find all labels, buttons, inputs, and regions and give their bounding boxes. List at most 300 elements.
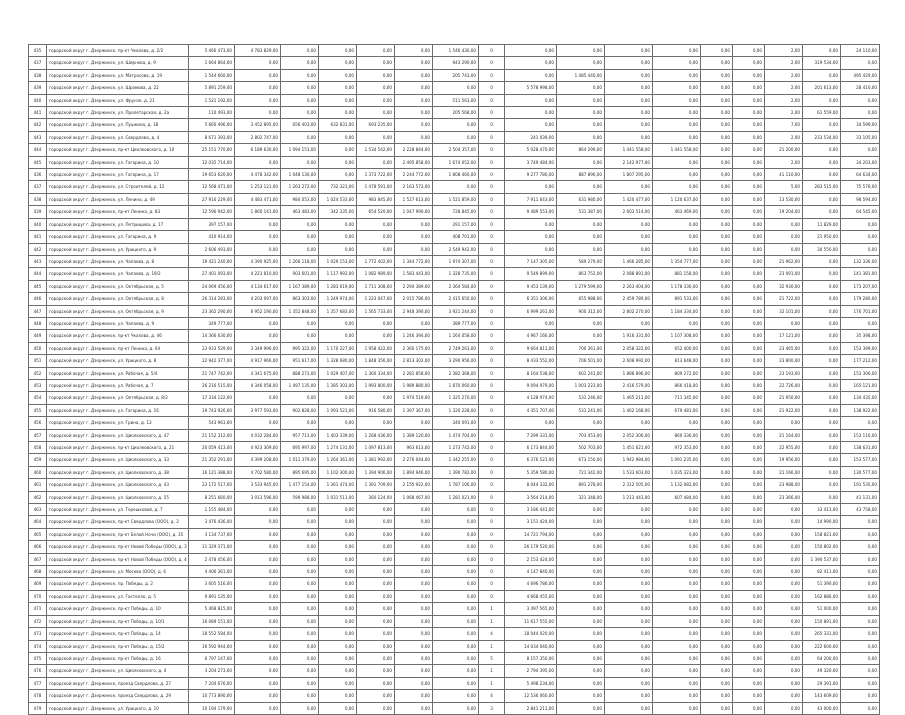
value-cell: 0,00 bbox=[733, 429, 765, 441]
value-cell: 0,00 bbox=[733, 181, 765, 193]
table-row bbox=[29, 169, 880, 181]
value-cell: 0 bbox=[479, 541, 505, 553]
value-cell: 6 173 844,00 bbox=[505, 442, 557, 454]
value-cell: 0,00 bbox=[235, 603, 281, 615]
value-cell: 0,00 bbox=[733, 491, 765, 503]
value-cell: 0,00 bbox=[235, 243, 281, 255]
value-cell: 23 362 290,00 bbox=[189, 305, 235, 317]
value-cell: 0,00 bbox=[281, 553, 319, 565]
value-cell: 0,00 bbox=[841, 144, 880, 156]
value-cell: 0,00 bbox=[235, 640, 281, 652]
value-cell: 1 354 777,00 bbox=[653, 255, 701, 267]
value-cell: 23 465,00 bbox=[765, 342, 803, 354]
value-cell: 3 186 441,00 bbox=[505, 504, 557, 516]
value-cell: 531 241,00 bbox=[557, 404, 605, 416]
table-row bbox=[29, 566, 880, 578]
value-cell: 0 bbox=[479, 367, 505, 379]
value-cell: 0,00 bbox=[701, 355, 733, 367]
value-cell: 0,00 bbox=[653, 57, 701, 69]
value-cell: 21 352 291,00 bbox=[189, 454, 235, 466]
value-cell: 0,00 bbox=[701, 516, 733, 528]
value-cell: 0,00 bbox=[733, 69, 765, 81]
value-cell: 0,00 bbox=[733, 119, 765, 131]
value-cell: 0,00 bbox=[433, 131, 479, 143]
value-cell: 0,00 bbox=[281, 231, 319, 243]
address-cell: городской округ г. Дзержинск, ул. Октябрьская, д. 5 bbox=[47, 280, 189, 292]
row-number-cell: 436 bbox=[29, 169, 47, 181]
address-cell: городской округ г. Дзержинск, пр-кт Чкалова, д. 2/2 bbox=[47, 45, 189, 57]
value-cell: 0,00 bbox=[653, 69, 701, 81]
value-cell: 12 568 471,00 bbox=[189, 181, 235, 193]
address-cell: городской округ г. Дзержинск, пр-кт Ленина, д. 64 bbox=[47, 342, 189, 354]
value-cell: 0,00 bbox=[733, 94, 765, 106]
value-cell: 0,00 bbox=[803, 404, 841, 416]
value-cell: 0,00 bbox=[803, 379, 841, 391]
value-cell: 0,00 bbox=[235, 553, 281, 565]
value-cell: 0,00 bbox=[319, 82, 357, 94]
value-cell: 0,00 bbox=[803, 392, 841, 404]
value-cell: 0,00 bbox=[803, 94, 841, 106]
value-cell: 0,00 bbox=[605, 677, 653, 689]
address-cell: городской округ г. Дзержинск, пр-кт Победы, д. 15/2 bbox=[47, 640, 189, 652]
value-cell: 0,00 bbox=[701, 566, 733, 578]
value-cell: 32 930,00 bbox=[765, 280, 803, 292]
value-cell: 11 829,00 bbox=[803, 218, 841, 230]
row-number-cell: 443 bbox=[29, 255, 47, 267]
value-cell: 656 403,00 bbox=[281, 119, 319, 131]
value-cell: 0,00 bbox=[701, 379, 733, 391]
value-cell: 0,00 bbox=[319, 107, 357, 119]
value-cell: 0,00 bbox=[395, 57, 433, 69]
value-cell: 0,00 bbox=[765, 665, 803, 677]
value-cell: 0,00 bbox=[235, 69, 281, 81]
value-cell: 0,00 bbox=[505, 218, 557, 230]
value-cell: 0,00 bbox=[557, 156, 605, 168]
value-cell: 17 121,00 bbox=[765, 330, 803, 342]
value-cell: 0,00 bbox=[395, 652, 433, 664]
value-cell: 283 515,00 bbox=[803, 181, 841, 193]
value-cell: 0,00 bbox=[765, 640, 803, 652]
value-cell: 0,00 bbox=[733, 231, 765, 243]
value-cell: 0,00 bbox=[605, 69, 653, 81]
value-cell: 0,00 bbox=[653, 119, 701, 131]
value-cell: 1 974 519,00 bbox=[395, 392, 433, 404]
value-cell: 14 034 040,00 bbox=[505, 640, 557, 652]
value-cell: 0,00 bbox=[841, 553, 880, 565]
value-cell: 3 564 214,00 bbox=[505, 491, 557, 503]
value-cell: 1 097 813,00 bbox=[357, 442, 395, 454]
value-cell: 2 142 977,00 bbox=[605, 156, 653, 168]
value-cell: 1 035 323,00 bbox=[653, 466, 701, 478]
address-cell: городской округ г. Дзержинск, ул. Матросова, д. 19 bbox=[47, 69, 189, 81]
value-cell: 1 082 989,00 bbox=[357, 268, 395, 280]
value-cell: 0,00 bbox=[605, 566, 653, 578]
value-cell: 0,00 bbox=[605, 541, 653, 553]
value-cell: 0,00 bbox=[395, 94, 433, 106]
value-cell: 9 549 899,00 bbox=[505, 268, 557, 280]
value-cell: 1 266 118,00 bbox=[281, 255, 319, 267]
row-number-cell: 435 bbox=[29, 45, 47, 57]
value-cell: 2 948 390,00 bbox=[395, 305, 433, 317]
value-cell: 0,00 bbox=[505, 94, 557, 106]
value-cell: 4 483 471,00 bbox=[235, 193, 281, 205]
value-cell: 0,00 bbox=[395, 603, 433, 615]
value-cell: 0,00 bbox=[357, 528, 395, 540]
value-cell: 0,00 bbox=[319, 516, 357, 528]
value-cell: 0,00 bbox=[505, 181, 557, 193]
value-cell: 33 413,00 bbox=[803, 504, 841, 516]
value-cell: 0,00 bbox=[803, 342, 841, 354]
table-row bbox=[29, 243, 880, 255]
value-cell: 130 577,00 bbox=[841, 466, 880, 478]
value-cell: 813 648,00 bbox=[653, 355, 701, 367]
value-cell: 0,00 bbox=[281, 94, 319, 106]
value-cell: 0 bbox=[479, 193, 505, 205]
value-cell: 0,00 bbox=[803, 69, 841, 81]
value-cell: 0,00 bbox=[357, 504, 395, 516]
value-cell: 0,00 bbox=[701, 45, 733, 57]
value-cell: 0,00 bbox=[357, 566, 395, 578]
value-cell: 0,00 bbox=[235, 590, 281, 602]
value-cell: 3 bbox=[479, 702, 505, 714]
row-number-cell: 464 bbox=[29, 516, 47, 528]
value-cell: 19 421 240,00 bbox=[189, 255, 235, 267]
value-cell: 0,00 bbox=[395, 107, 433, 119]
row-number-cell: 456 bbox=[29, 417, 47, 429]
value-cell: 0,00 bbox=[701, 57, 733, 69]
value-cell: 0,00 bbox=[357, 107, 395, 119]
value-cell: 673 150,00 bbox=[557, 454, 605, 466]
value-cell: 3 977 593,00 bbox=[235, 404, 281, 416]
value-cell: 1 860 141,00 bbox=[235, 206, 281, 218]
value-cell: 4 128 974,00 bbox=[505, 392, 557, 404]
value-cell: 0,00 bbox=[319, 541, 357, 553]
value-cell: 0,00 bbox=[841, 615, 880, 627]
value-cell: 0,00 bbox=[319, 652, 357, 664]
value-cell: 24 110,00 bbox=[841, 45, 880, 57]
value-cell: 860 336,00 bbox=[653, 429, 701, 441]
value-cell: 0,00 bbox=[395, 702, 433, 714]
value-cell: 6 351 306,00 bbox=[505, 293, 557, 305]
value-cell: 27 916 229,00 bbox=[189, 193, 235, 205]
value-cell: 1 328 680,00 bbox=[319, 355, 357, 367]
value-cell: 0,00 bbox=[557, 615, 605, 627]
value-cell: 0,00 bbox=[605, 231, 653, 243]
value-cell: 0,00 bbox=[701, 218, 733, 230]
table-row bbox=[29, 156, 880, 168]
value-cell: 0,00 bbox=[701, 280, 733, 292]
value-cell: 0,00 bbox=[557, 702, 605, 714]
value-cell: 0,00 bbox=[281, 131, 319, 143]
value-cell: 2 794 395,00 bbox=[505, 665, 557, 677]
value-cell: 0,00 bbox=[433, 119, 479, 131]
value-cell: 0,00 bbox=[733, 541, 765, 553]
row-number-cell: 474 bbox=[29, 640, 47, 652]
value-cell: 0,00 bbox=[395, 119, 433, 131]
value-cell: 134 435,00 bbox=[841, 392, 880, 404]
value-cell: 679 481,00 bbox=[653, 404, 701, 416]
address-cell: городской округ г. Дзержинск, ул. Урицкого, д. 8 bbox=[47, 355, 189, 367]
value-cell: 0,00 bbox=[281, 615, 319, 627]
value-cell: 179 280,00 bbox=[841, 293, 880, 305]
value-cell: 0,00 bbox=[605, 131, 653, 143]
value-cell: 4 032 284,00 bbox=[235, 429, 281, 441]
address-cell: городской округ г. Дзержинск, ул. Чапаева, д. 9 bbox=[47, 317, 189, 329]
value-cell: 0,00 bbox=[235, 330, 281, 342]
row-number-cell: 437 bbox=[29, 181, 47, 193]
value-cell: 0,00 bbox=[701, 454, 733, 466]
value-cell: 1 003 223,00 bbox=[557, 379, 605, 391]
value-cell: 2 382 368,00 bbox=[433, 367, 479, 379]
value-cell: 1 264 058,00 bbox=[433, 330, 479, 342]
value-cell: 9 664 811,00 bbox=[505, 342, 557, 354]
value-cell: 0,00 bbox=[803, 156, 841, 168]
value-cell: 0,00 bbox=[733, 702, 765, 714]
value-cell: 0,00 bbox=[733, 553, 765, 565]
table-row bbox=[29, 280, 880, 292]
value-cell: 41 110,00 bbox=[765, 169, 803, 181]
value-cell: 0 bbox=[479, 131, 505, 143]
value-cell: 1 274 131,00 bbox=[319, 442, 357, 454]
value-cell: 0 bbox=[479, 268, 505, 280]
table-row bbox=[29, 640, 880, 652]
row-number-cell: 448 bbox=[29, 317, 47, 329]
value-cell: 0,00 bbox=[605, 181, 653, 193]
table-row bbox=[29, 466, 880, 478]
value-cell: 0,00 bbox=[319, 553, 357, 565]
value-cell: 8 044 332,00 bbox=[505, 479, 557, 491]
value-cell: 23 366,00 bbox=[765, 491, 803, 503]
value-cell: 0,00 bbox=[653, 690, 701, 702]
value-cell: 0,00 bbox=[235, 504, 281, 516]
value-cell: 1 263 272,00 bbox=[281, 181, 319, 193]
value-cell: 0,00 bbox=[557, 603, 605, 615]
value-cell: 342 335,00 bbox=[319, 206, 357, 218]
value-cell: 16 121 388,00 bbox=[189, 466, 235, 478]
value-cell: 1 441 558,00 bbox=[605, 144, 653, 156]
value-cell: 0 bbox=[479, 590, 505, 602]
value-cell: 26 216 515,00 bbox=[189, 379, 235, 391]
value-cell: 0,00 bbox=[803, 466, 841, 478]
value-cell: 6 999 261,00 bbox=[505, 305, 557, 317]
value-cell: 176 701,00 bbox=[841, 305, 880, 317]
value-cell: 0,00 bbox=[605, 528, 653, 540]
row-number-cell: 469 bbox=[29, 578, 47, 590]
value-cell: 1 178 330,00 bbox=[653, 280, 701, 292]
value-cell: 631 980,00 bbox=[557, 193, 605, 205]
value-cell: 222 600,00 bbox=[803, 640, 841, 652]
value-cell: 1 478 591,00 bbox=[357, 181, 395, 193]
value-cell: 1 477 154,00 bbox=[281, 479, 319, 491]
value-cell: 0,00 bbox=[841, 107, 880, 119]
value-cell: 0,00 bbox=[733, 144, 765, 156]
value-cell: 0,00 bbox=[803, 280, 841, 292]
value-cell: 0,00 bbox=[357, 45, 395, 57]
value-cell: 19 743 926,00 bbox=[189, 404, 235, 416]
value-cell: 0,00 bbox=[433, 615, 479, 627]
value-cell: 205 568,00 bbox=[433, 107, 479, 119]
value-cell: 0,00 bbox=[803, 293, 841, 305]
value-cell: 1 107 308,00 bbox=[653, 330, 701, 342]
value-cell: 0,00 bbox=[395, 590, 433, 602]
table-row bbox=[29, 690, 880, 702]
value-cell: 0,00 bbox=[319, 590, 357, 602]
value-cell: 20 059 413,00 bbox=[189, 442, 235, 454]
value-cell: 0,00 bbox=[701, 677, 733, 689]
value-cell: 0,00 bbox=[733, 466, 765, 478]
value-cell: 0,00 bbox=[557, 107, 605, 119]
value-cell: 1 441 558,00 bbox=[653, 144, 701, 156]
value-cell: 0,00 bbox=[701, 442, 733, 454]
value-cell: 0,00 bbox=[281, 417, 319, 429]
value-cell: 0,00 bbox=[701, 94, 733, 106]
value-cell: 0,00 bbox=[803, 417, 841, 429]
value-cell: 349 777,00 bbox=[189, 317, 235, 329]
row-number-cell: 445 bbox=[29, 280, 47, 292]
row-number-cell: 439 bbox=[29, 82, 47, 94]
value-cell: 0,00 bbox=[433, 628, 479, 640]
value-cell: 1 373 722,00 bbox=[357, 169, 395, 181]
value-cell: 153 577,00 bbox=[841, 454, 880, 466]
value-cell: 0,00 bbox=[701, 69, 733, 81]
table-row bbox=[29, 677, 880, 689]
value-cell: 732 321,00 bbox=[319, 181, 357, 193]
value-cell: 0,00 bbox=[653, 181, 701, 193]
value-cell: 0,00 bbox=[803, 429, 841, 441]
value-cell: 11 329 371,00 bbox=[189, 541, 235, 553]
value-cell: 0,00 bbox=[841, 578, 880, 590]
value-cell: 0,00 bbox=[235, 156, 281, 168]
value-cell: 0,00 bbox=[357, 218, 395, 230]
value-cell: 1 011 379,00 bbox=[281, 454, 319, 466]
value-cell: 0,00 bbox=[357, 417, 395, 429]
value-cell: 0,00 bbox=[701, 231, 733, 243]
value-cell: 0,00 bbox=[557, 45, 605, 57]
value-cell: 0,00 bbox=[357, 156, 395, 168]
table-row bbox=[29, 404, 880, 416]
value-cell: 389 777,00 bbox=[433, 317, 479, 329]
value-cell: 2 312 505,00 bbox=[605, 479, 653, 491]
value-cell: 2,00 bbox=[765, 57, 803, 69]
value-cell: 0,00 bbox=[319, 57, 357, 69]
value-cell: 0,00 bbox=[395, 553, 433, 565]
address-cell: городской округ г. Дзержинск, пр-кт Победы, д. 16 bbox=[47, 652, 189, 664]
table-row bbox=[29, 268, 880, 280]
value-cell: 7,00 bbox=[765, 119, 803, 131]
value-cell: 0,00 bbox=[765, 566, 803, 578]
value-cell: 0,00 bbox=[733, 603, 765, 615]
value-cell: 1 249 974,00 bbox=[319, 293, 357, 305]
value-cell: 27 401 093,00 bbox=[189, 268, 235, 280]
value-cell: 0 bbox=[479, 94, 505, 106]
table-row bbox=[29, 181, 880, 193]
value-cell: 0,00 bbox=[701, 107, 733, 119]
value-cell: 1 029 407,00 bbox=[319, 367, 357, 379]
value-cell: 3 605 516,00 bbox=[189, 578, 235, 590]
value-cell: 0,00 bbox=[433, 553, 479, 565]
value-cell: 0,00 bbox=[701, 169, 733, 181]
value-cell: 0,00 bbox=[765, 218, 803, 230]
value-cell: 1 533 603,00 bbox=[605, 466, 653, 478]
row-number-cell: 449 bbox=[29, 330, 47, 342]
value-cell: 5 891 259,00 bbox=[189, 82, 235, 94]
value-cell: 881 158,00 bbox=[653, 268, 701, 280]
table-row bbox=[29, 516, 880, 528]
value-cell: 0,00 bbox=[281, 107, 319, 119]
value-cell: 410 914,00 bbox=[189, 231, 235, 243]
table-row bbox=[29, 107, 880, 119]
value-cell: 4 399 208,00 bbox=[235, 454, 281, 466]
value-cell: 900 312,00 bbox=[557, 305, 605, 317]
value-cell: 0,00 bbox=[701, 342, 733, 354]
value-cell: 2 802 747,00 bbox=[235, 131, 281, 143]
table-row bbox=[29, 293, 880, 305]
value-cell: 7 147 305,00 bbox=[505, 255, 557, 267]
value-cell: 1 117 992,00 bbox=[319, 268, 357, 280]
value-cell: 0,00 bbox=[281, 528, 319, 540]
value-cell: 0,00 bbox=[701, 429, 733, 441]
value-cell: 0,00 bbox=[653, 603, 701, 615]
value-cell: 75 576,00 bbox=[841, 181, 880, 193]
value-cell: 4 351 707,00 bbox=[505, 404, 557, 416]
value-cell: 10 194 179,00 bbox=[189, 702, 235, 714]
value-cell: 1 094 153,00 bbox=[281, 144, 319, 156]
table-row bbox=[29, 45, 880, 57]
value-cell: 0,00 bbox=[235, 628, 281, 640]
row-number-cell: 444 bbox=[29, 144, 47, 156]
value-cell: 0,00 bbox=[841, 628, 880, 640]
value-cell: 0,00 bbox=[605, 553, 653, 565]
value-cell: 0,00 bbox=[557, 119, 605, 131]
value-cell: 0,00 bbox=[281, 330, 319, 342]
value-cell: 0,00 bbox=[841, 652, 880, 664]
value-cell: 0,00 bbox=[281, 392, 319, 404]
value-cell: 0,00 bbox=[235, 107, 281, 119]
value-cell: 18 552 584,00 bbox=[189, 628, 235, 640]
value-cell: 0,00 bbox=[701, 603, 733, 615]
value-cell: 132 336,00 bbox=[841, 255, 880, 267]
value-cell: 21 922,00 bbox=[765, 404, 803, 416]
value-cell: 0,00 bbox=[765, 541, 803, 553]
value-cell: 241 039,00 bbox=[505, 131, 557, 143]
value-cell: 23 091,00 bbox=[765, 268, 803, 280]
row-number-cell: 438 bbox=[29, 69, 47, 81]
value-cell: 0,00 bbox=[235, 566, 281, 578]
value-cell: 6 376 521,00 bbox=[505, 454, 557, 466]
value-cell: 205 743,00 bbox=[433, 69, 479, 81]
table-row bbox=[29, 479, 880, 491]
value-cell: 895 695,00 bbox=[281, 466, 319, 478]
value-cell: 3 204 273,00 bbox=[189, 665, 235, 677]
value-cell: 0,00 bbox=[235, 528, 281, 540]
value-cell: 0,00 bbox=[433, 640, 479, 652]
value-cell: 0,00 bbox=[701, 417, 733, 429]
value-cell: 0,00 bbox=[841, 417, 880, 429]
value-cell: 4 668 455,00 bbox=[505, 590, 557, 602]
row-number-cell: 445 bbox=[29, 156, 47, 168]
value-cell: 0,00 bbox=[505, 243, 557, 255]
value-cell: 1 474 704,00 bbox=[433, 429, 479, 441]
value-cell: 1 047 990,00 bbox=[395, 206, 433, 218]
row-number-cell: 441 bbox=[29, 107, 47, 119]
row-number-cell: 471 bbox=[29, 603, 47, 615]
value-cell: 4 203 097,00 bbox=[235, 293, 281, 305]
value-cell: 0,00 bbox=[235, 417, 281, 429]
value-cell: 863 752,00 bbox=[557, 268, 605, 280]
value-cell: 9 277 780,00 bbox=[505, 169, 557, 181]
value-cell: 23 933 529,00 bbox=[189, 342, 235, 354]
value-cell: 0,00 bbox=[803, 193, 841, 205]
